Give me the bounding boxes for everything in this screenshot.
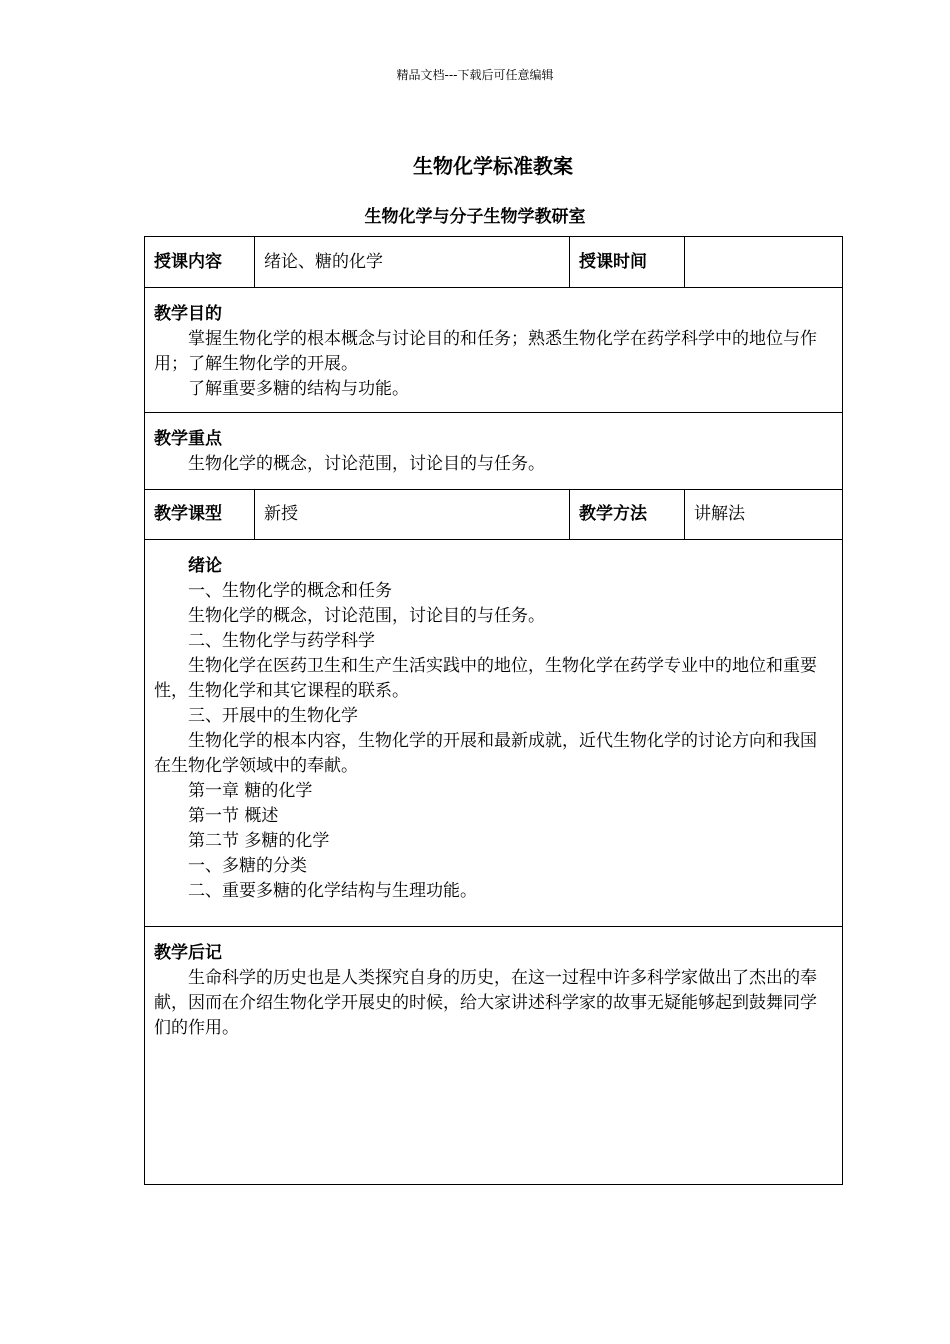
row-key-points bbox=[145, 413, 843, 490]
afterword-label: 教学后记 bbox=[154, 943, 222, 963]
body-heading: 绪论 bbox=[188, 556, 222, 576]
body-line: 生物化学的概念，讨论范围，讨论目的与任务。 bbox=[188, 606, 545, 626]
lesson-type-value: 新授 bbox=[255, 490, 570, 540]
row-lesson-content bbox=[145, 237, 843, 288]
body-line: 生物化学在医药卫生和生产生活实践中的地位，生物化学在药学专业中的地位和重要性，生物化学和其它课程的联系。 bbox=[154, 656, 817, 701]
body-line: 生物化学的根本内容，生物化学的开展和最新成就，近代生物化学的讨论方向和我国在生物化学领域中的奉献。 bbox=[154, 731, 817, 776]
row-lesson-type bbox=[145, 490, 843, 540]
body-line: 一、多糖的分类 bbox=[188, 856, 307, 876]
row-body bbox=[145, 540, 843, 927]
objectives-paragraph-1: 掌握生物化学的根本概念与讨论目的和任务；熟悉生物化学在药学科学中的地位与作用；了解生物化学的开展。 bbox=[154, 329, 817, 374]
body-line: 第一节 概述 bbox=[188, 806, 279, 826]
body-line: 二、生物化学与药学科学 bbox=[188, 631, 375, 651]
teaching-method-value: 讲解法 bbox=[685, 490, 843, 540]
row-afterword bbox=[145, 927, 843, 1185]
label-teaching-method: 教学方法 bbox=[570, 490, 685, 540]
afterword-cell bbox=[145, 927, 843, 1185]
lesson-plan-table bbox=[144, 236, 843, 1185]
afterword-paragraph: 生命科学的历史也是人类探究自身的历史，在这一过程中许多科学家做出了杰出的奉献，因而在介绍生物化学开展史的时候，给大家讲述科学家的故事无疑能够起到鼓舞同学们的作用。 bbox=[154, 968, 817, 1038]
body-line: 第一章 糖的化学 bbox=[188, 781, 313, 801]
lesson-content-value: 绪论、糖的化学 bbox=[255, 237, 570, 288]
objectives-cell bbox=[145, 288, 843, 413]
lesson-time-value bbox=[685, 237, 843, 288]
body-line: 二、重要多糖的化学结构与生理功能。 bbox=[188, 881, 477, 901]
objectives-paragraph-2: 了解重要多糖的结构与功能。 bbox=[188, 379, 409, 399]
label-lesson-time: 授课时间 bbox=[570, 237, 685, 288]
page-subtitle: 生物化学与分子生物学教研室 bbox=[364, 207, 586, 227]
body-line: 第二节 多糖的化学 bbox=[188, 831, 330, 851]
objectives-label: 教学目的 bbox=[154, 304, 222, 324]
key-points-cell bbox=[145, 413, 843, 490]
key-points-label: 教学重点 bbox=[154, 429, 222, 449]
header-note: 精品文档---下载后可任意编辑 bbox=[396, 68, 554, 82]
label-lesson-type: 教学课型 bbox=[145, 490, 255, 540]
page-title: 生物化学标准教案 bbox=[413, 154, 573, 178]
body-line: 一、生物化学的概念和任务 bbox=[188, 581, 392, 601]
label-lesson-content: 授课内容 bbox=[145, 237, 255, 288]
row-objectives bbox=[145, 288, 843, 413]
body-line: 三、开展中的生物化学 bbox=[188, 706, 358, 726]
key-points-paragraph: 生物化学的概念，讨论范围，讨论目的与任务。 bbox=[188, 454, 545, 474]
body-cell bbox=[145, 540, 843, 927]
